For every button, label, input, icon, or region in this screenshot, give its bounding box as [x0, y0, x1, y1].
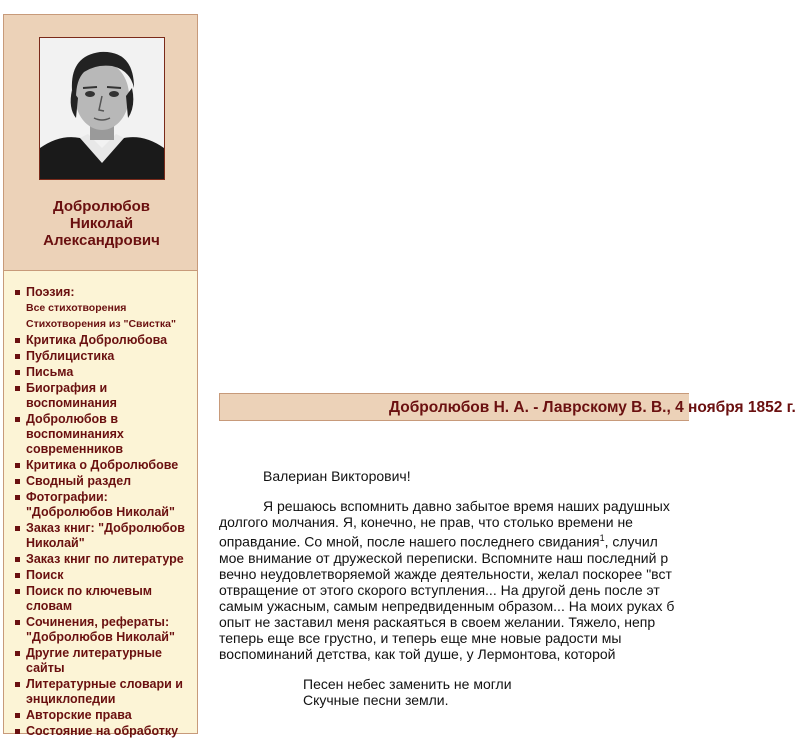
menu-item-order-books-author[interactable]: Заказ книг: "Добролюбов Николай"	[4, 521, 197, 551]
menu-item-svistok-poems[interactable]: Стихотворения из "Свистка"	[26, 318, 176, 330]
letter-line: долгого молчания. Я, конечно, не прав, что столько времени не	[219, 514, 633, 530]
verse-quote	[303, 676, 689, 708]
page-title: Добролюбов Н. А. - Лаврскому В. В., 4 ноября 1852 г.	[389, 399, 796, 416]
menu-item-copyright[interactable]: Авторские права	[4, 708, 197, 723]
page-title-bar	[219, 393, 796, 421]
menu-item-memoirs[interactable]: Добролюбов в воспоминаниях современников	[4, 412, 197, 457]
menu-item-keyword-search[interactable]: Поиск по ключевым словам	[4, 584, 197, 614]
letter-line: теперь еще все грустно, и теперь еще мне новые радости мы	[219, 629, 622, 646]
author-patronymic: Александрович	[43, 232, 160, 249]
sidebar-menu	[4, 271, 197, 739]
menu-item-all-poems[interactable]: Все стихотворения	[26, 302, 127, 314]
letter-content	[219, 468, 689, 708]
letter-line: самым ужасным, самым непредвиденным образом... На моих руках б	[219, 597, 675, 614]
menu-item-essays[interactable]: Сочинения, рефераты: "Добролюбов Николай"	[4, 615, 197, 645]
letter-line: вечно неудовлетворяемой жажде деятельности, желал поскорее "вст	[219, 565, 672, 582]
verse-line: Песен небес заменить не могли	[303, 675, 512, 692]
portrait-image	[40, 38, 164, 179]
menu-item-criticism-about[interactable]: Критика о Добролюбове	[4, 458, 197, 473]
menu-item-photos[interactable]: Фотографии: "Добролюбов Николай"	[4, 490, 197, 520]
letter-line: опыт не заставил меня раскаяться в своем желании. Тяжело, непр	[219, 613, 656, 630]
sidebar	[3, 14, 198, 738]
author-surname: Добролюбов	[52, 198, 151, 215]
menu-item-search[interactable]: Поиск	[4, 568, 197, 583]
menu-item-order-books-literature[interactable]: Заказ книг по литературе	[4, 552, 197, 567]
letter-line-tail: , случил	[604, 533, 658, 550]
letter-line: Я решаюсь вспомнить давно забытое время наших радушных	[263, 498, 670, 514]
menu-item-publicism[interactable]: Публицистика	[4, 349, 197, 364]
letter-line-with-footnote	[219, 530, 689, 550]
footnote-link[interactable]: 1	[599, 533, 605, 543]
menu-item-letters[interactable]: Письма	[4, 365, 197, 380]
author-panel	[4, 15, 197, 271]
author-portrait[interactable]	[39, 37, 165, 180]
menu-item-dictionaries[interactable]: Литературные словари и энциклопедии	[4, 677, 197, 707]
letter-line: мое внимание от дружеской переписки. Вспомните наш последний р	[219, 549, 669, 566]
letter-greeting: Валериан Викторович!	[263, 468, 411, 484]
letter-line-text: оправдание. Со мной, после нашего последнего свидания	[219, 533, 600, 550]
letter-paragraph	[219, 498, 689, 662]
author-firstname: Николай	[69, 215, 134, 232]
letter-line: воспоминаний детства, как той душе, у Лермонтова, которой	[219, 645, 616, 662]
letter-line: отвращение от этого скорого вступления... На другой день после эт	[219, 581, 660, 598]
menu-item-poetry[interactable]: Поэзия:	[4, 285, 197, 300]
author-name	[4, 198, 199, 249]
menu-item-summary[interactable]: Сводный раздел	[4, 474, 197, 489]
menu-item-processing-status[interactable]: Состояние на обработку	[4, 724, 197, 739]
menu-item-biography[interactable]: Биография и воспоминания	[4, 381, 197, 411]
verse-line: Скучные песни земли.	[303, 691, 449, 708]
menu-item-criticism-by[interactable]: Критика Добролюбова	[4, 333, 197, 348]
menu-item-other-sites[interactable]: Другие литературные сайты	[4, 646, 197, 676]
